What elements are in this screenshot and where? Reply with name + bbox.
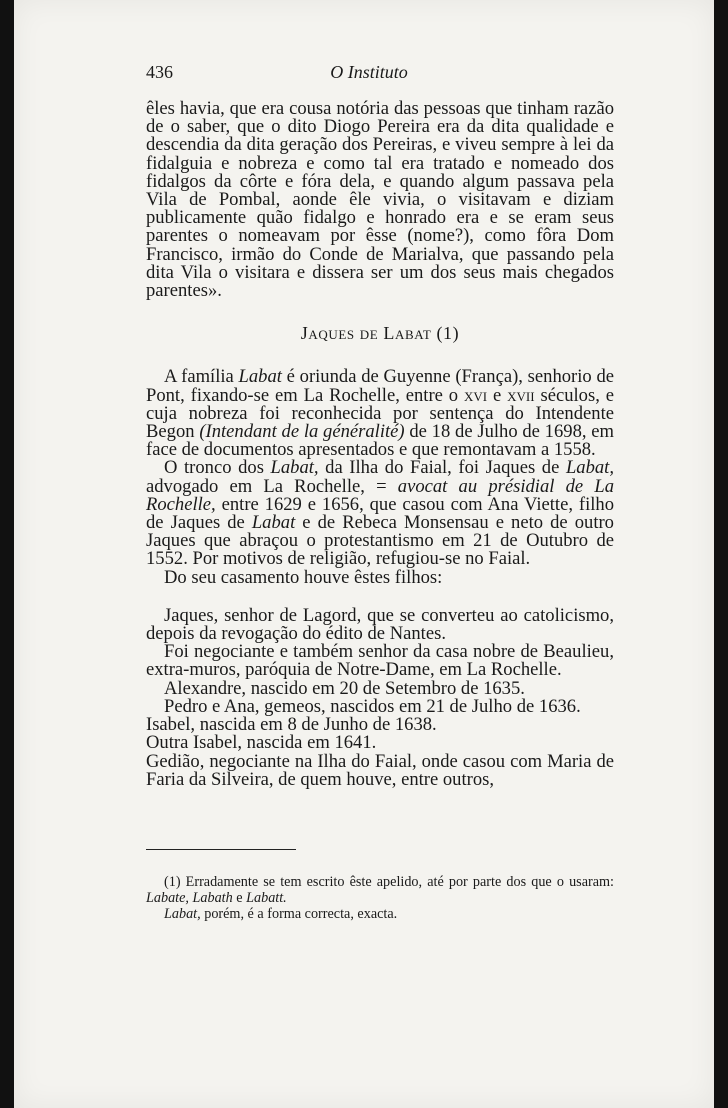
child-entry: Outra Isabel, nascida em 1641.	[146, 732, 377, 754]
running-title: O Instituto	[330, 62, 408, 82]
child-entry: Alexandre, nascido em 20 de Setembro de 1635.	[164, 677, 525, 699]
paragraph-origin: A família Labat é oriunda de Guyenne (França), senhorio de Pont, fixando-se em La Rochelle, entre o xvi e xvii séculos, e cuja nobreza foi reconhecida por sentença do Intendente Begon (Intendant de la généralité) de 18 de Julho de 1698, em face de documentos apresentados e que remontavam a 1558.	[146, 366, 614, 461]
scan-edge-right	[714, 0, 728, 1108]
footnote-1-continuation: Labat, porém, é a forma correcta, exacta.	[164, 906, 398, 922]
scan-edge-left	[0, 0, 14, 1108]
child-entry: Gedião, negociante na Ilha do Faial, onde casou com Maria de Faria da Silveira, de quem houve, entre outros,	[146, 750, 614, 790]
child-entry: Jaques, senhor de Lagord, que se converteu ao catolicismo, depois da revogação do édito de Nantes.	[146, 604, 614, 645]
footnote-1: (1) Erradamente se tem escrito êste apelido, até por parte dos que o usaram: Labate, Labath e Labatt.	[146, 874, 614, 906]
page-body	[146, 100, 614, 789]
paragraph-founder: O tronco dos Labat, da Ilha do Faial, foi Jaques de Labat, advogado em La Rochelle, = avocat au présidial de La Rochelle, entre 1629 e 1656, que casou com Ana Viette, filho de Jaques de Labat e de Rebeca Monsensau e neto de outro Jaques que abraçou o protestantismo em 21 de Outubro de 1552. Por motivos de religião, refugiou-se no Faial.	[146, 457, 614, 570]
child-entry: Foi negociante e também senhor da casa nobre de Beaulieu, extra-muros, paróquia de Notre-Dame, em La Rochelle.	[146, 641, 614, 681]
paragraph-children-intro: Do seu casamento houve êstes filhos:	[164, 566, 443, 588]
child-entry: Isabel, nascida em 8 de Junho de 1638.	[146, 714, 437, 736]
child-entry: Pedro e Ana, gemeos, nascidos em 21 de Julho de 1636.	[164, 695, 581, 717]
continuation-paragraph: êles havia, que era cousa notória das pessoas que tinham razão de o saber, que o dito Diogo Pereira era da dita qualidade e descendia da dita geração dos Pereiras, e viveu sempre à lei da fidalguia e nobreza e como tal era tratado e nomeado dos fidalgos da côrte e fóra dela, e quando algum passava pela Vila de Pombal, aonde êle vivia, o visitavam e diziam publicamente quão fidalgo e honrado era e se eram seus parentes o nomeavam por êsse (nome?), como fôra Dom Francisco, irmão do Conde de Marialva, que passando pela dita Vila o visitara e dissera ser um dos seus mais chegados parentes».	[146, 98, 614, 302]
footnotes	[146, 874, 614, 922]
section-title: Jaques de Labat (1)	[300, 323, 460, 344]
footnote-divider	[146, 849, 296, 850]
page-header	[146, 62, 592, 86]
spacer	[146, 587, 614, 607]
page-number: 436	[146, 62, 173, 82]
